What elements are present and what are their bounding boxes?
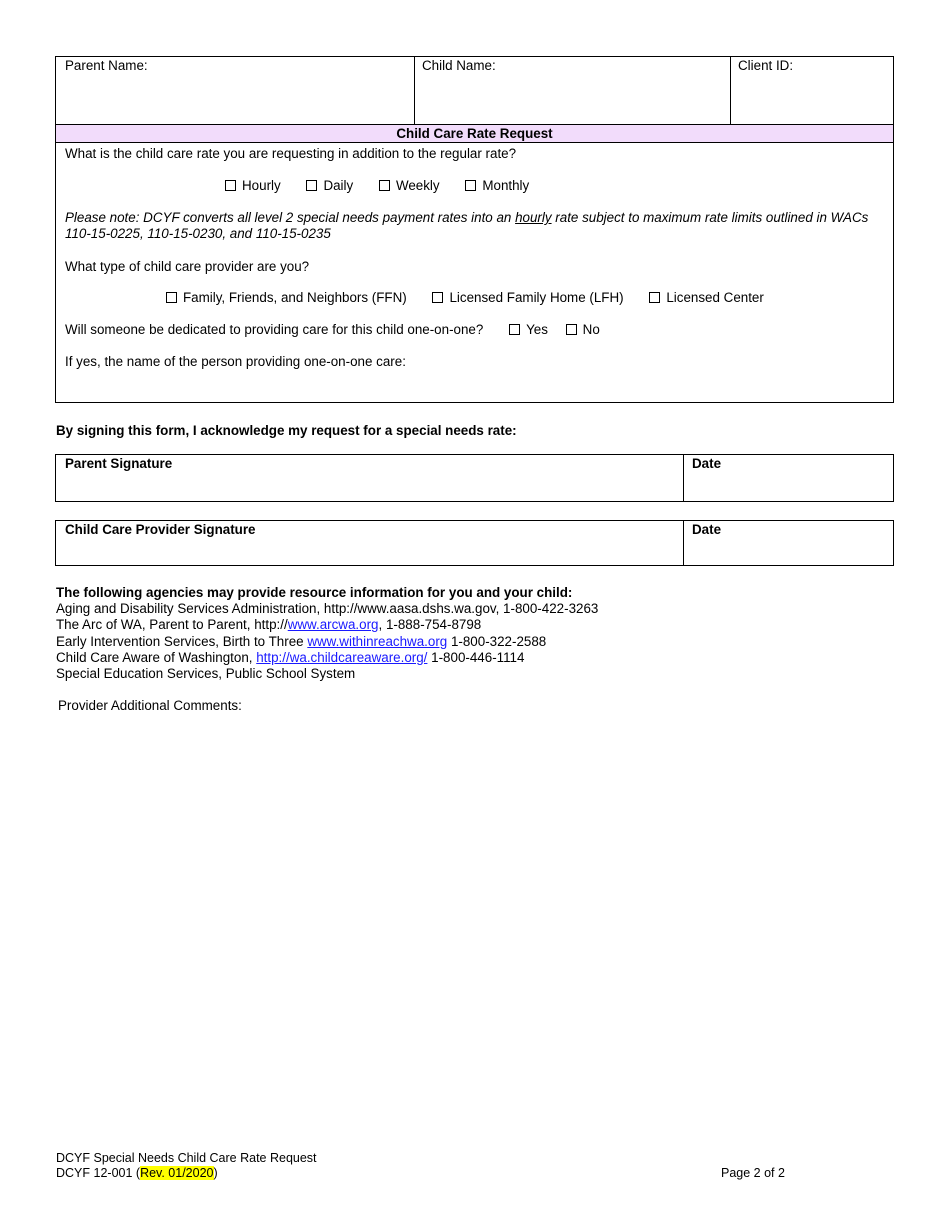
- rate-note-prefix: Please note: DCYF converts all level 2 special needs payment rates into an: [65, 210, 516, 225]
- footer-form-number: [56, 1166, 317, 1181]
- rate-note-underlined: hourly: [515, 210, 552, 225]
- comments-label: Provider Additional Comments:: [58, 698, 242, 713]
- acknowledgement: By signing this form, I acknowledge my request for a special needs rate:: [56, 423, 517, 438]
- one-on-one-question: Will someone be dedicated to providing care for this child one-on-one?: [65, 322, 484, 337]
- divider: [683, 455, 684, 501]
- parent-signature-field[interactable]: [58, 474, 680, 500]
- rate-options: [225, 178, 529, 193]
- provider-option-label: Licensed Center: [666, 290, 764, 305]
- rate-option-label: Weekly: [395, 178, 440, 193]
- one-on-one-no[interactable]: [566, 322, 600, 337]
- form-number: DCYF 12-001 (: [56, 1166, 141, 1180]
- footer: [56, 1151, 317, 1181]
- comments-field[interactable]: [56, 718, 894, 1118]
- checkbox-lfh[interactable]: [432, 292, 443, 303]
- rate-option-label: Hourly: [242, 178, 281, 193]
- one-on-one-name-label: If yes, the name of the person providing one-on-one care:: [65, 354, 406, 369]
- provider-option-center[interactable]: [649, 290, 764, 305]
- parent-date-field[interactable]: [686, 474, 890, 500]
- one-on-one-name-field[interactable]: [420, 352, 880, 392]
- checkbox-licensed-center[interactable]: [649, 292, 660, 303]
- checkbox-daily[interactable]: [306, 180, 317, 191]
- agency-aging: Aging and Disability Services Administration, http://www.aasa.dshs.wa.gov, 1-800-422-3263: [56, 601, 599, 617]
- rate-note-suffix: rate subject to maximum rate limits outlined in WACs 110-15-0225, 110-15-0230, and 110-15-0235: [65, 210, 869, 241]
- agencies-section: [56, 585, 598, 682]
- child-name-label: Child Name:: [422, 58, 496, 73]
- agency-arc-prefix: The Arc of WA, Parent to Parent, http://: [56, 617, 288, 633]
- revision-date: Rev. 01/2020: [140, 1166, 214, 1180]
- divider: [414, 57, 415, 125]
- client-id-field[interactable]: [733, 76, 891, 122]
- agency-early-suffix: 1-800-322-2588: [447, 633, 547, 649]
- rate-option-weekly[interactable]: [379, 178, 440, 193]
- parent-name-field[interactable]: [58, 76, 412, 122]
- rate-question: What is the child care rate you are requesting in addition to the regular rate?: [65, 146, 517, 161]
- rate-option-label: Monthly: [482, 178, 530, 193]
- divider: [730, 57, 731, 125]
- provider-signature-field[interactable]: [58, 540, 680, 564]
- client-id-label: Client ID:: [738, 58, 794, 73]
- provider-signature-label: Child Care Provider Signature: [65, 522, 256, 537]
- rate-note: [65, 210, 870, 242]
- checkbox-no[interactable]: [566, 324, 577, 335]
- provider-question: What type of child care provider are you?: [65, 259, 310, 274]
- agency-arc-suffix: , 1-888-754-8798: [378, 617, 482, 633]
- parent-signature-label: Parent Signature: [65, 456, 173, 471]
- checkbox-ffn[interactable]: [166, 292, 177, 303]
- checkbox-monthly[interactable]: [465, 180, 476, 191]
- agencies-heading: The following agencies may provide resource information for you and your child:: [56, 585, 573, 600]
- no-label: No: [582, 322, 600, 337]
- page-number: Page 2 of 2: [721, 1166, 785, 1180]
- footer-form-title: DCYF Special Needs Child Care Rate Request: [56, 1151, 317, 1165]
- child-name-field[interactable]: [417, 76, 727, 122]
- divider: [683, 521, 684, 565]
- form-number-end: ): [213, 1166, 218, 1180]
- agency-ccaware-prefix: Child Care Aware of Washington,: [56, 649, 257, 665]
- provider-option-ffn[interactable]: [166, 290, 407, 305]
- arc-link[interactable]: www.arcwa.org: [287, 617, 379, 633]
- section-header: [56, 124, 893, 143]
- rate-option-hourly[interactable]: [225, 178, 281, 193]
- section-title: Child Care Rate Request: [396, 126, 553, 141]
- rate-option-label: Daily: [323, 178, 354, 193]
- provider-option-label: Licensed Family Home (LFH): [449, 290, 624, 305]
- checkbox-weekly[interactable]: [379, 180, 390, 191]
- checkbox-hourly[interactable]: [225, 180, 236, 191]
- agency-arc: [56, 617, 598, 633]
- parent-name-label: Parent Name:: [65, 58, 148, 73]
- checkbox-yes[interactable]: [509, 324, 520, 335]
- provider-date-field[interactable]: [686, 540, 890, 564]
- rate-option-monthly[interactable]: [465, 178, 529, 193]
- childcareaware-link[interactable]: http://wa.childcareaware.org/: [256, 649, 428, 665]
- provider-option-label: Family, Friends, and Neighbors (FFN): [183, 290, 407, 305]
- agency-early: [56, 634, 598, 650]
- provider-option-lfh[interactable]: [432, 290, 623, 305]
- agency-special-ed: Special Education Services, Public School System: [56, 666, 356, 682]
- one-on-one-yes[interactable]: [509, 322, 548, 337]
- rate-option-daily[interactable]: [306, 178, 353, 193]
- parent-date-label: Date: [692, 456, 722, 471]
- one-on-one-row: [65, 322, 600, 337]
- agency-ccaware: [56, 650, 598, 666]
- provider-options: [166, 290, 764, 305]
- withinreach-link[interactable]: www.withinreachwa.org: [307, 633, 448, 649]
- agency-early-prefix: Early Intervention Services, Birth to Three: [56, 633, 308, 649]
- agency-ccaware-suffix: 1-800-446-1114: [427, 649, 525, 665]
- yes-label: Yes: [526, 322, 548, 337]
- provider-date-label: Date: [692, 522, 722, 537]
